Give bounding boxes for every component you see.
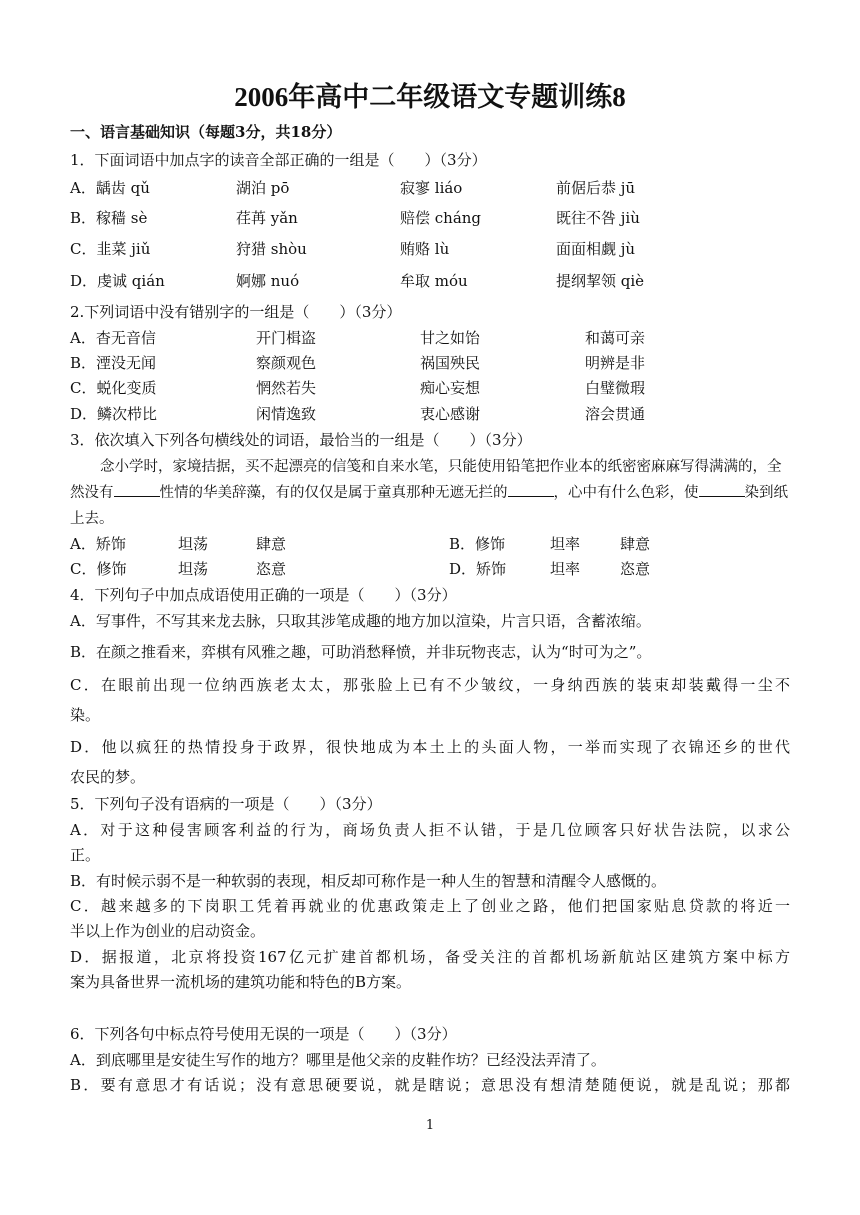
option-cell: 溶会贯通 xyxy=(585,405,646,423)
q4-option-a: A．写事件，不写其来龙去脉，只取其涉笔成趣的地方加以渲染，片言只语，含蓄浓缩。 xyxy=(70,612,651,630)
option-cell: 提纲挈领 qiè xyxy=(556,272,645,290)
option-cell: 前倨后恭 jū xyxy=(556,179,636,197)
q4-stem: 4．下列句子中加点成语使用正确的一项是（ ）（3分） xyxy=(70,586,457,604)
option-cell: D．鳞次栉比 xyxy=(70,405,158,423)
passage-text: 念小学时，家境拮据，买不起漂亮的信笺和自来水笔，只能使用铅笔把作业本的纸密密麻麻写得满满的，全然没有 xyxy=(70,459,782,501)
option-cell: C．蜕化变质 xyxy=(70,379,157,397)
q5-stem: 5．下列句子没有语病的一项是（ ）（3分） xyxy=(70,795,382,813)
option-cell: 痴心妄想 xyxy=(420,379,481,397)
option-cell: 坦率 xyxy=(550,560,581,578)
option-cell: 衷心感谢 xyxy=(420,405,481,423)
option-cell: 牟取 móu xyxy=(400,272,468,290)
option-cell: 荏苒 yǎn xyxy=(236,209,298,227)
option-cell: 狩猎 shòu xyxy=(236,240,307,258)
option-cell: 明辨是非 xyxy=(585,354,646,372)
option-cell: 面面相觑 jù xyxy=(556,240,636,258)
q5-option-b: B．有时候示弱不是一种软弱的表现，相反却可称作是一种人生的智慧和清醒令人感慨的。 xyxy=(70,872,667,890)
option-cell: B．修饰 xyxy=(449,535,506,553)
q5-option-c: C．越来越多的下岗职工凭着再就业的优惠政策走上了创业之路，他们把国家贴息贷款的将近一 xyxy=(70,897,790,915)
passage-text: 染到纸上去。 xyxy=(70,485,788,527)
option-cell: 祸国殃民 xyxy=(420,354,481,372)
q5-option-c-cont: 半以上作为创业的启动资金。 xyxy=(70,922,266,940)
option-cell: 坦率 xyxy=(550,535,581,553)
q2-stem: 2.下列词语中没有错别字的一组是（ ）（3分） xyxy=(70,303,402,321)
q3-passage xyxy=(70,454,790,532)
option-cell: 察颜观色 xyxy=(256,354,317,372)
q6-option-a: A．到底哪里是安徒生写作的地方？哪里是他父亲的皮鞋作坊？已经没法弄清了。 xyxy=(70,1051,606,1069)
option-cell: 贿赂 lù xyxy=(400,240,450,258)
option-cell: D．矫饰 xyxy=(449,560,507,578)
option-cell: B．稼穑 sè xyxy=(70,209,148,227)
option-cell: 坦荡 xyxy=(178,535,209,553)
passage-text: ，心中有什么色彩，使 xyxy=(553,485,699,501)
page-number: 1 xyxy=(425,1118,435,1133)
option-cell: C．修饰 xyxy=(70,560,127,578)
option-cell: 既往不咎 jiù xyxy=(556,209,640,227)
option-cell: C．韭菜 jiǔ xyxy=(70,240,151,258)
option-cell: A．杳无音信 xyxy=(70,329,156,347)
option-cell: D．虔诚 qián xyxy=(70,272,165,290)
q6-stem: 6．下列各句中标点符号使用无误的一项是（ ）（3分） xyxy=(70,1025,457,1043)
option-cell: 湖泊 pō xyxy=(236,179,290,197)
q5-option-a-cont: 正。 xyxy=(70,846,101,864)
option-cell: 和蔼可亲 xyxy=(585,329,646,347)
option-cell: A．矫饰 xyxy=(70,535,126,553)
q5-option-d-cont: 案为具备世界一流机场的建筑功能和特色的B方案。 xyxy=(70,973,412,991)
option-cell: 闲情逸致 xyxy=(256,405,317,423)
option-cell: 开门楫盗 xyxy=(256,329,317,347)
option-cell: 寂寥 liáo xyxy=(400,179,463,197)
section-heading: 一、语言基础知识（每题3分，共18分） xyxy=(70,123,342,141)
option-cell: 肆意 xyxy=(256,535,287,553)
q4-option-c-cont: 染。 xyxy=(70,706,101,724)
option-cell: 肆意 xyxy=(620,535,651,553)
fill-blank xyxy=(114,482,160,497)
q3-stem: 3．依次填入下列各句横线处的词语，最恰当的一组是（ ）（3分） xyxy=(70,431,532,449)
option-cell: B．湮没无闻 xyxy=(70,354,157,372)
fill-blank xyxy=(699,482,745,497)
option-cell: 赔偿 cháng xyxy=(400,209,482,227)
q5-option-d: D．据报道，北京将投资167亿元扩建首都机场，备受关注的首都机场新航站区建筑方案中标方 xyxy=(70,948,790,966)
option-cell: 白璧微瑕 xyxy=(585,379,646,397)
option-cell: 恣意 xyxy=(256,560,287,578)
option-cell: 婀娜 nuó xyxy=(236,272,300,290)
q1-stem: 1．下面词语中加点字的读音全部正确的一组是（ ）（3分） xyxy=(70,151,487,169)
q4-option-b: B．在颜之推看来，弈棋有风雅之趣，可助消愁释愤，并非玩物丧志，认为“时可为之”。 xyxy=(70,643,652,661)
q4-option-d-cont: 农民的梦。 xyxy=(70,768,146,786)
q4-option-c: C．在眼前出现一位纳西族老太太，那张脸上已有不少皱纹，一身纳西族的装束却装戴得一尘不 xyxy=(70,676,790,694)
passage-text: 性情的华美辞藻，有的仅仅是属于童真那种无遮无拦的 xyxy=(159,485,508,501)
option-cell: A．龋齿 qǔ xyxy=(70,179,150,197)
q5-option-a: A．对于这种侵害顾客利益的行为，商场负责人拒不认错，于是几位顾客只好状告法院，以求公 xyxy=(70,821,790,839)
fill-blank xyxy=(508,482,554,497)
option-cell: 恣意 xyxy=(620,560,651,578)
q4-option-d: D．他以疯狂的热情投身于政界，很快地成为本土上的头面人物，一举而实现了衣锦还乡的世代 xyxy=(70,738,790,756)
page-title: 2006年高中二年级语文专题训练8 xyxy=(234,82,626,112)
option-cell: 坦荡 xyxy=(178,560,209,578)
q6-option-b: B．要有意思才有话说；没有意思硬要说，就是瞎说；意思没有想清楚随便说，就是乱说；那都 xyxy=(70,1076,790,1094)
option-cell: 甘之如饴 xyxy=(420,329,481,347)
option-cell: 惘然若失 xyxy=(256,379,317,397)
